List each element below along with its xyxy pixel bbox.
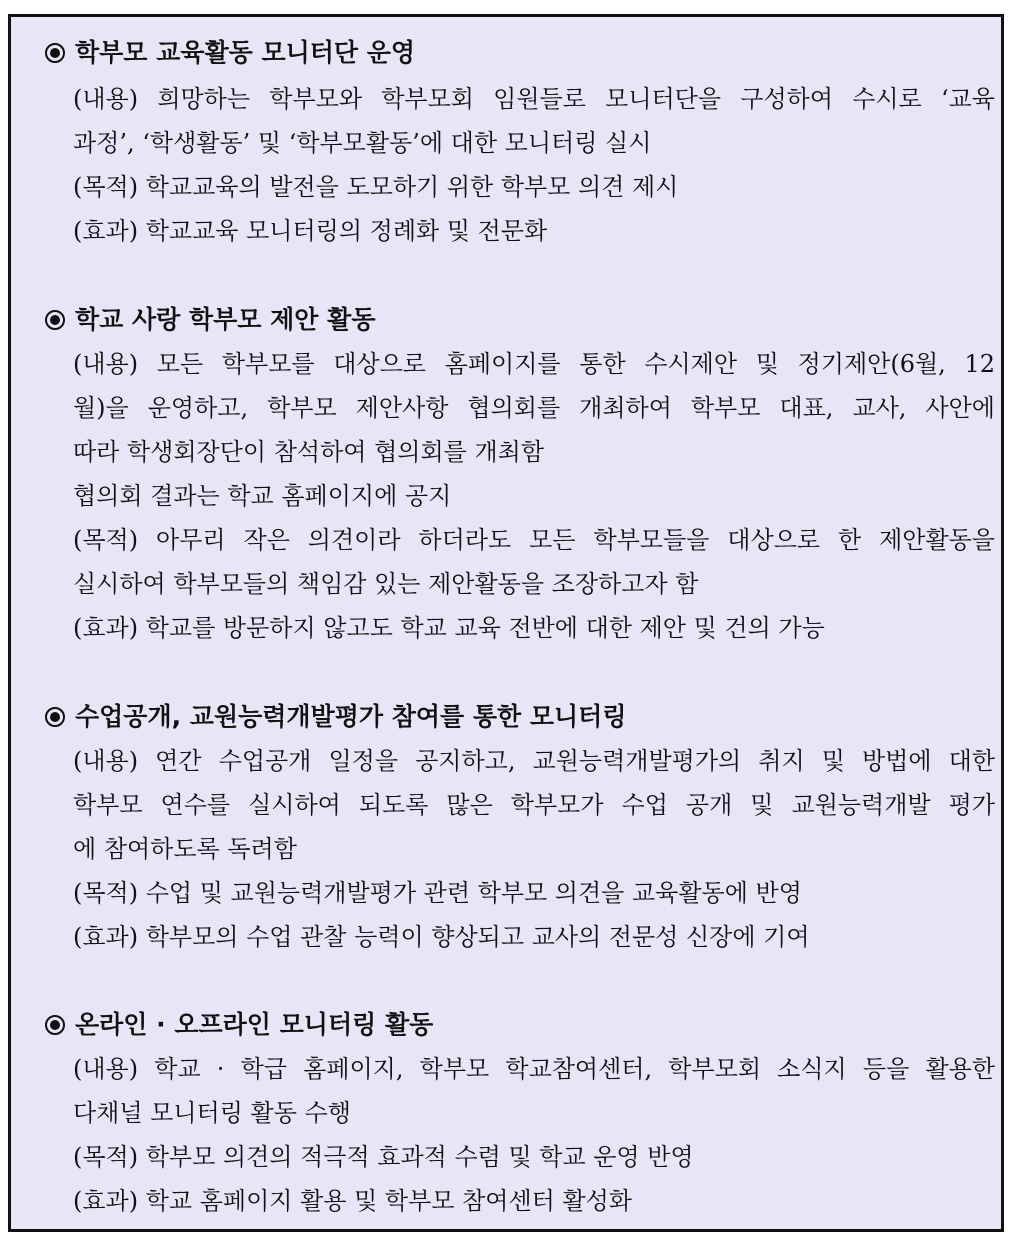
- section-2-line-1: (내용) 모든 학부모를 대상으로 홈페이지를 통한 수시제안 및 정기제안(6월, 12: [73, 350, 995, 378]
- section-2-line-4: 협의회 결과는 학교 홈페이지에 공지: [73, 482, 452, 510]
- target-bullet-icon: [45, 43, 65, 63]
- section-3-line-1: (내용) 연간 수업공개 일정을 공지하고, 교원능력개발평가의 취지 및 방법에 대한: [73, 747, 995, 775]
- target-bullet-icon: [45, 310, 65, 330]
- section-2-line-3: 따라 학생회장단이 참석하여 협의회를 개최함: [73, 438, 545, 466]
- section-2-line-5: (목적) 아무리 작은 의견이라 하더라도 모든 학부모들을 대상으로 한 제안활동을: [73, 526, 995, 554]
- section-1-line-1: (내용) 희망하는 학부모와 학부모회 임원들로 모니터단을 구성하여 수시로 ‘교육: [73, 85, 995, 113]
- section-4-title: 온라인 · 오프라인 모니터링 활동: [75, 1010, 434, 1039]
- target-bullet-icon: [45, 1015, 65, 1035]
- target-bullet-icon: [45, 707, 65, 727]
- section-2-line-7: (효과) 학교를 방문하지 않고도 학교 교육 전반에 대한 제안 및 건의 가능: [73, 614, 825, 642]
- section-1-line-4: (효과) 학교교육 모니터링의 정례화 및 전문화: [73, 217, 548, 245]
- section-4-line-3: (목적) 학부모 의견의 적극적 효과적 수렴 및 학교 운영 반영: [73, 1143, 694, 1171]
- section-4-line-4: (효과) 학교 홈페이지 활용 및 학부모 참여센터 활성화: [73, 1187, 632, 1215]
- section-2-line-6: 실시하여 학부모들의 책임감 있는 제안활동을 조장하고자 함: [73, 570, 699, 598]
- section-1-line-2: 과정’, ‘학생활동’ 및 ‘학부모활동’에 대한 모니터링 실시: [73, 129, 652, 157]
- section-3-line-5: (효과) 학부모의 수업 관찰 능력이 향상되고 교사의 전문성 신장에 기여: [73, 923, 810, 951]
- section-4-line-2: 다채널 모니터링 활동 수행: [73, 1099, 351, 1127]
- section-4-line-1: (내용) 학교 · 학급 홈페이지, 학부모 학교참여센터, 학부모회 소식지 등을 활용한: [73, 1055, 995, 1083]
- section-3-line-4: (목적) 수업 및 교원능력개발평가 관련 학부모 의견을 교육활동에 반영: [73, 879, 802, 907]
- section-4-heading: [45, 1009, 433, 1041]
- section-2-title: 학교 사랑 학부모 제안 활동: [75, 305, 376, 334]
- section-1-line-3: (목적) 학교교육의 발전을 도모하기 위한 학부모 의견 제시: [73, 173, 679, 201]
- section-3-line-2: 학부모 연수를 실시하여 되도록 많은 학부모가 수업 공개 및 교원능력개발 평가: [73, 791, 995, 819]
- section-3-line-3: 에 참여하도록 독려함: [73, 835, 297, 863]
- section-1-heading: [45, 37, 415, 69]
- document-box: [8, 14, 1004, 1232]
- section-2-line-2: 월)을 운영하고, 학부모 제안사항 협의회를 개최하여 학부모 대표, 교사, 사안에: [73, 394, 995, 422]
- section-2-heading: [45, 304, 375, 336]
- section-1-title: 학부모 교육활동 모니터단 운영: [75, 38, 416, 67]
- section-3-title: 수업공개, 교원능력개발평가 참여를 통한 모니터링: [75, 702, 627, 731]
- section-3-heading: [45, 701, 626, 733]
